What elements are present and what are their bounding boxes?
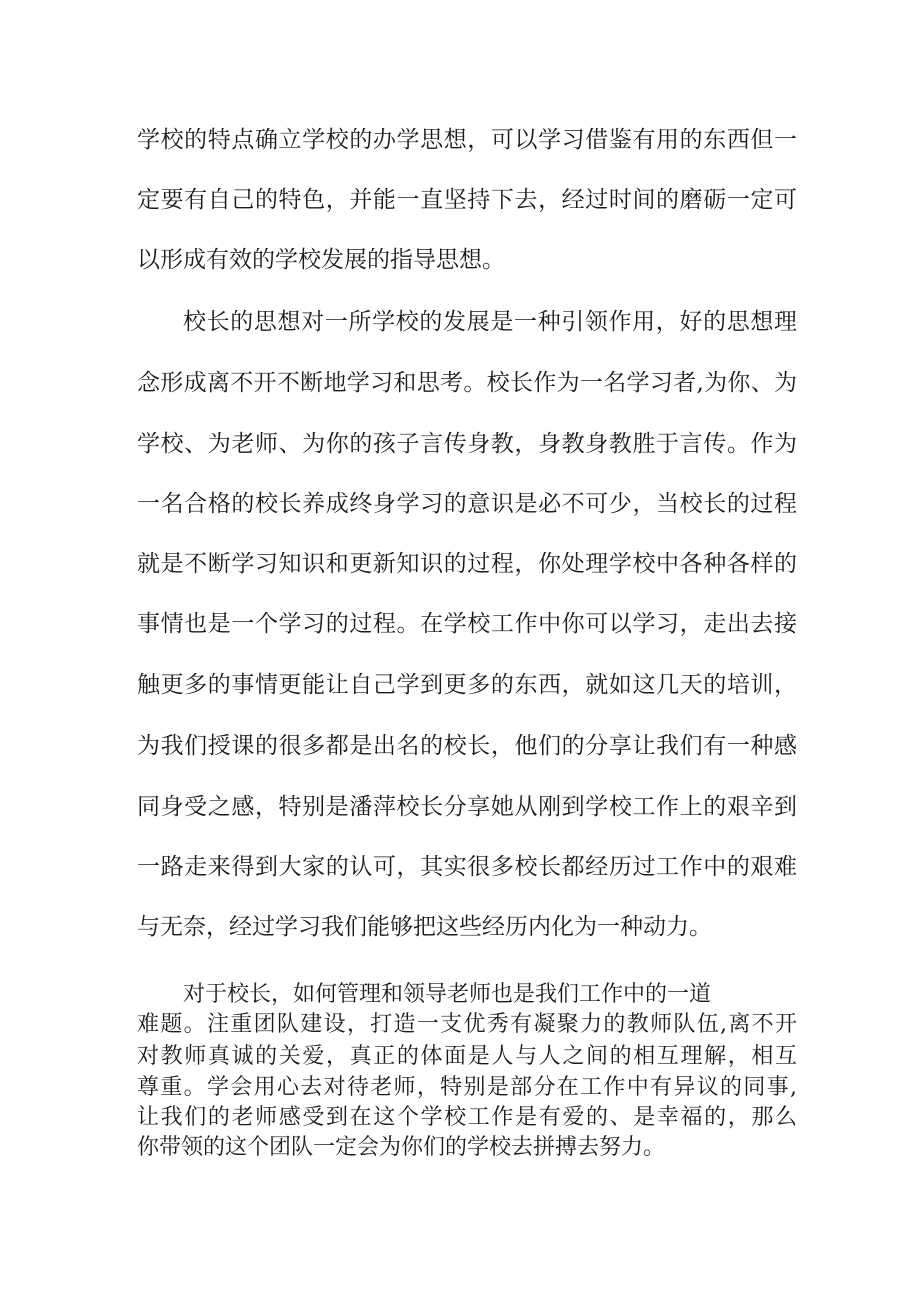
- paragraph-3-line-6: 你带领的这个团队一定会为你们的学校去拼搏去努力。: [137, 1135, 666, 1160]
- paragraph-2-line-6: 事情也是一个学习的过程。在学校工作中你可以学习，走出去接: [137, 611, 797, 637]
- paragraph-2-line-3: 学校、为老师、为你的孩子言传身教，身教身教胜于言传。作为: [137, 431, 797, 457]
- paragraph-3-line-1: 对于校长，如何管理和领导老师也是我们工作中的一道: [183, 982, 712, 1007]
- paragraph-1-line-3: 以形成有效的学校发展的指导思想。: [137, 247, 505, 273]
- paragraph-2-line-2: 念形成离不开不断地学习和思考。校长作为一名学习者,为你、为: [137, 370, 797, 396]
- paragraph-3-line-3: 对教师真诚的关爱，真正的体面是人与人之间的相互理解，相互: [137, 1044, 797, 1069]
- paragraph-3-line-4: 尊重。学会用心去对待老师，特别是部分在工作中有异议的同事,: [137, 1075, 797, 1100]
- paragraph-3-line-2: 难题。注重团队建设，打造一支优秀有凝聚力的教师队伍,离不开: [137, 1012, 797, 1037]
- paragraph-2-line-9: 同身受之感，特别是潘萍校长分享她从刚到学校工作上的艰辛到: [137, 794, 797, 820]
- paragraph-2-line-10: 一路走来得到大家的认可，其实很多校长都经历过工作中的艰难: [137, 854, 797, 880]
- paragraph-2-line-8: 为我们授课的很多都是出名的校长，他们的分享让我们有一种感: [137, 733, 797, 759]
- paragraph-1-line-2: 定要有自己的特色，并能一直坚持下去，经过时间的磨砺一定可: [137, 187, 797, 213]
- paragraph-1-line-1: 学校的特点确立学校的办学思想，可以学习借鉴有用的东西但一: [137, 127, 797, 153]
- paragraph-3-line-5: 让我们的老师感受到在这个学校工作是有爱的、是幸福的，那么: [137, 1105, 797, 1130]
- paragraph-2-line-7: 触更多的事情更能让自己学到更多的东西，就如这几天的培训，: [137, 672, 797, 698]
- paragraph-2-line-1: 校长的思想对一所学校的发展是一种引领作用，好的思想理: [183, 309, 797, 335]
- paragraph-2-line-5: 就是不断学习知识和更新知识的过程，你处理学校中各种各样的: [137, 551, 797, 577]
- paragraph-2-line-4: 一名合格的校长养成终身学习的意识是必不可少，当校长的过程: [137, 491, 797, 517]
- paragraph-2-line-11: 与无奈，经过学习我们能够把这些经历内化为一种动力。: [137, 914, 712, 940]
